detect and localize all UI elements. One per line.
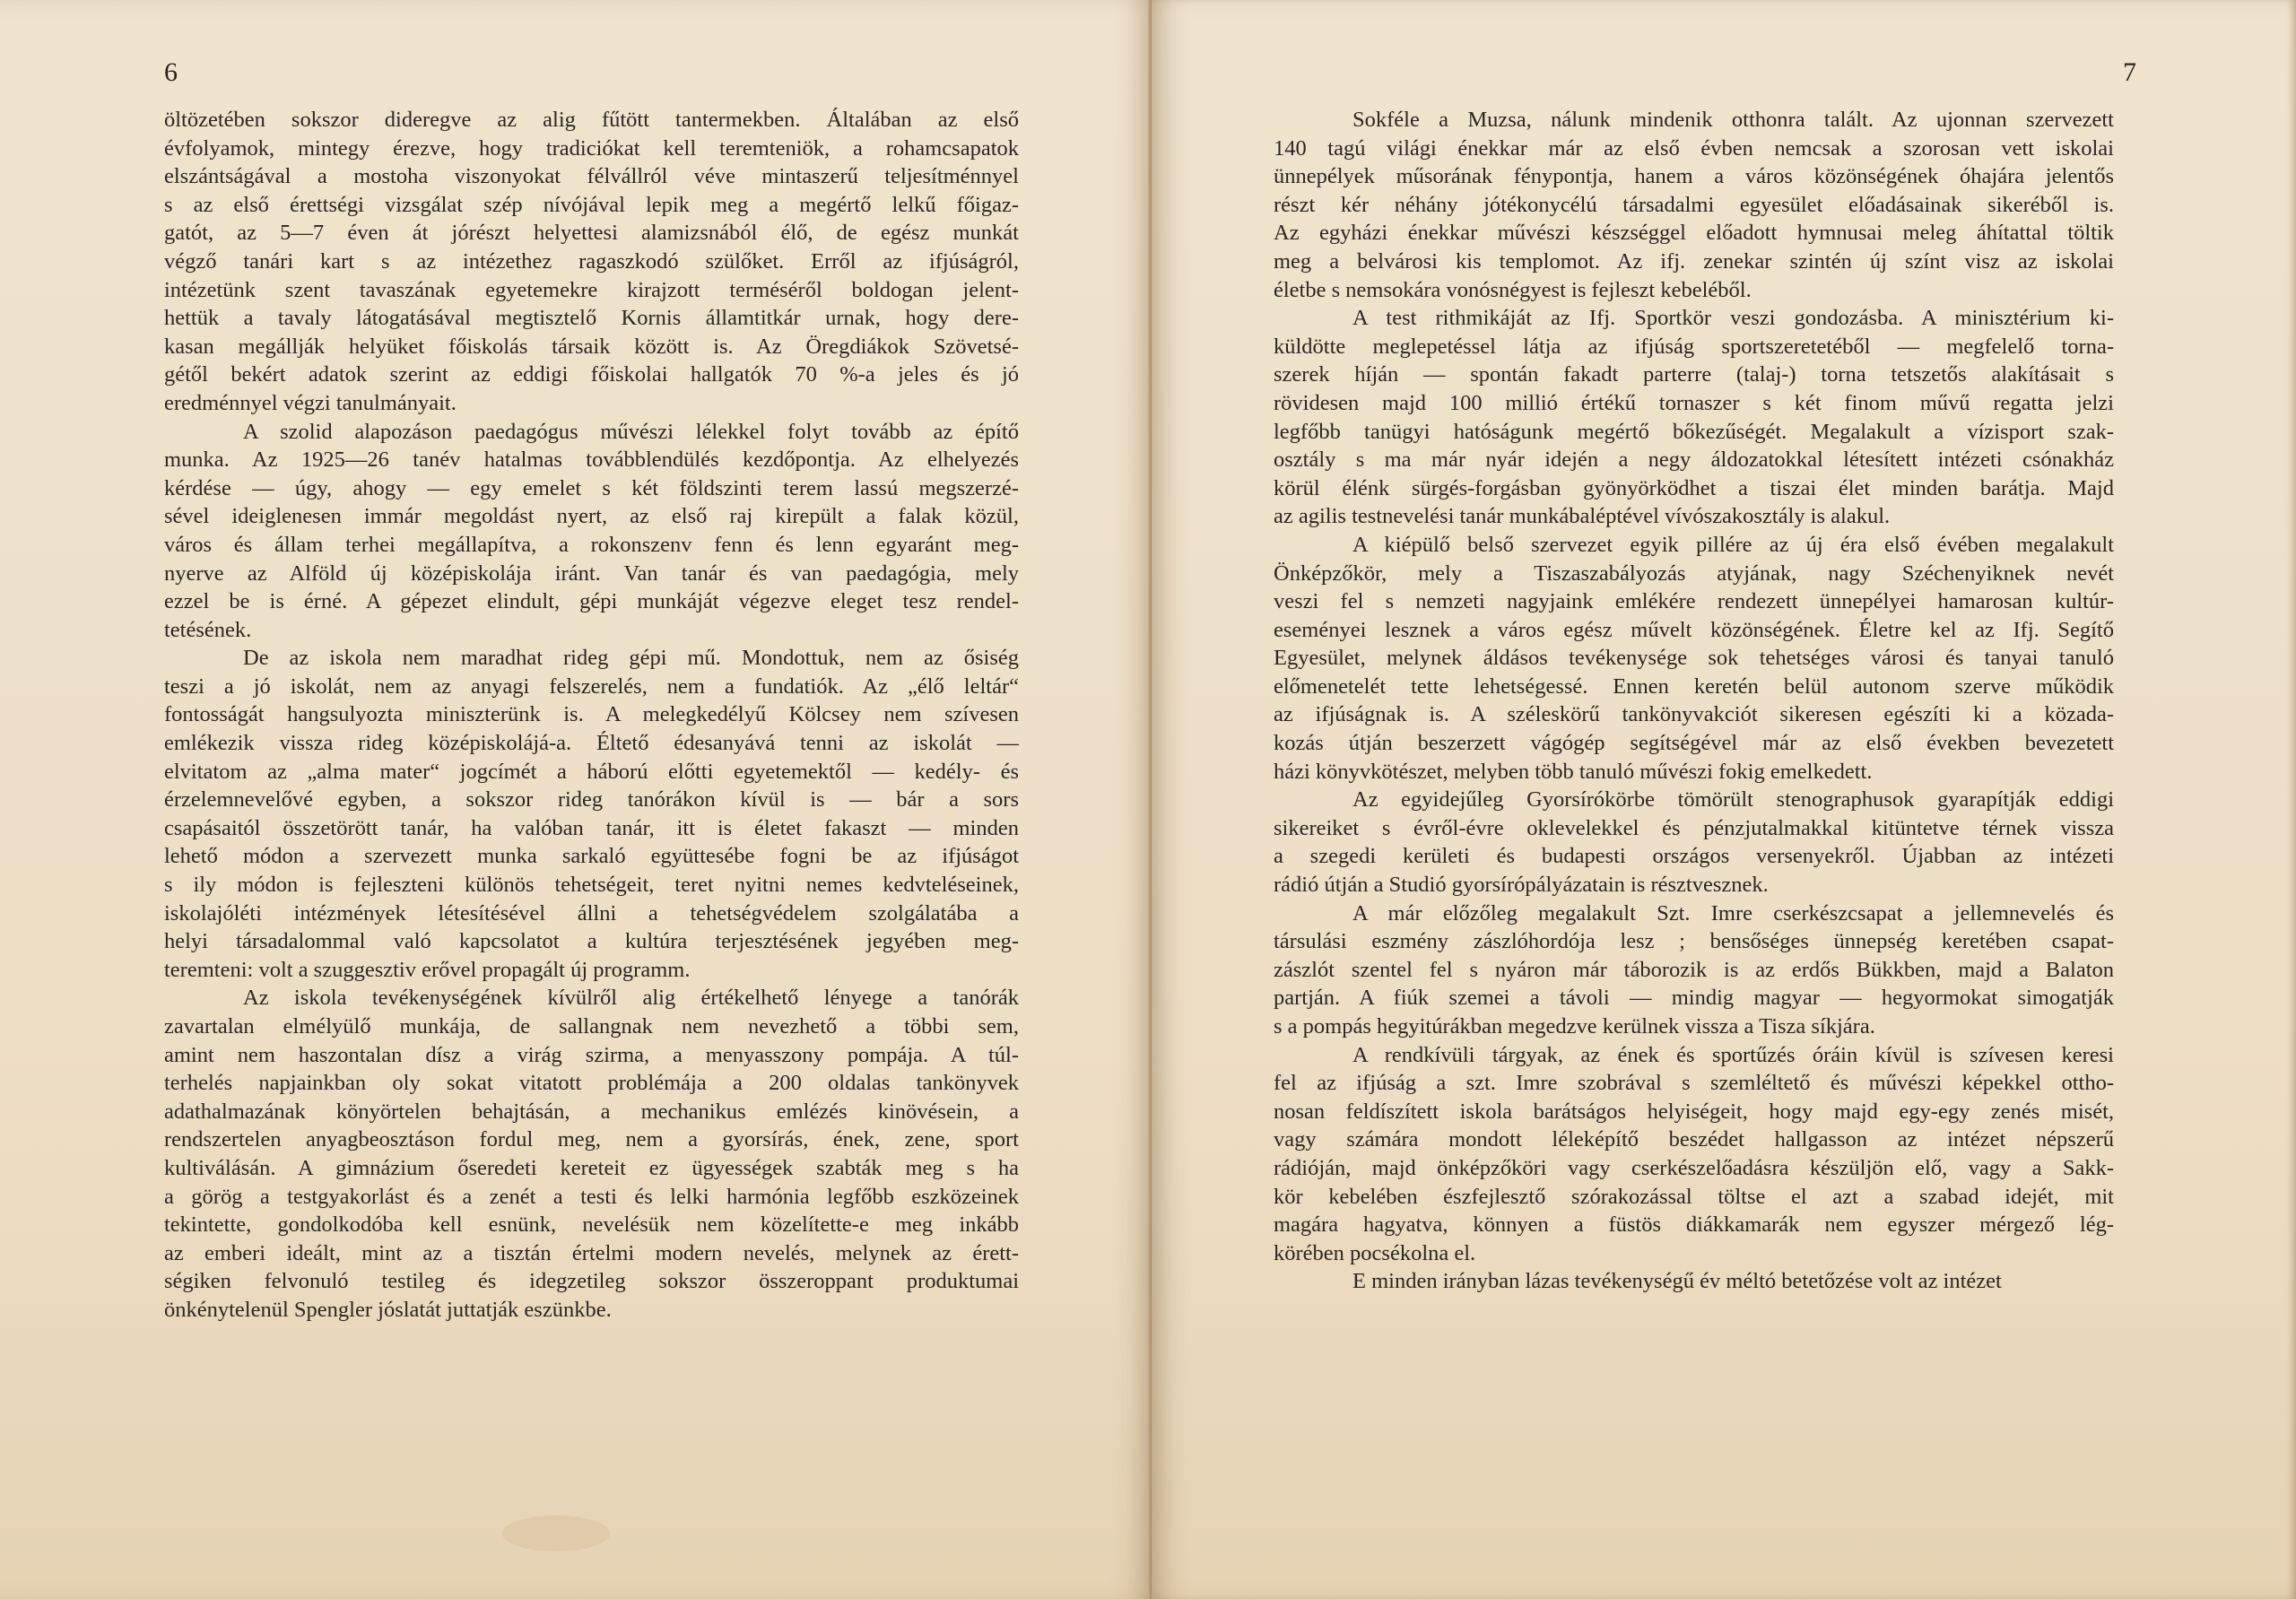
text-line: De az iskola nem maradhat rideg gépi mű. Mondottuk, nem az ősiség [243, 646, 1019, 671]
text-line: kozás útján beszerzett vágógép segítségével már az első években bevezetett [1274, 731, 2114, 756]
text-line: lehető módon a szervezett munka sarkaló együttesébe fogni be az ifjúságot [164, 844, 1019, 869]
text-line: ezzel be is érné. A gépezet elindult, gépi munkáját végezve eleget tesz rendel- [164, 589, 1019, 614]
text-line: körül élénk sürgés-forgásban gyönyörködhet a tiszai élet minden barátja. Majd [1274, 475, 2114, 500]
text-line: A már előzőleg megalakult Szt. Imre cserkészcsapat a jellemnevelés és [1352, 900, 2114, 926]
text-line: helyi társadalommal való kapcsolatot a kultúra terjesztésének jegyében meg- [164, 929, 1019, 954]
text-line: fontosságát hangsulyozta miniszterünk is. A melegkedélyű Kölcsey nem szívesen [164, 702, 1019, 727]
text-line: A szolid alapozáson paedagógus művészi lélekkel folyt tovább az építő [243, 419, 1019, 444]
text-line: partján. A fiúk szemei a távoli — mindig magyar — hegyormokat simogatják [1274, 986, 2114, 1011]
text-line: küldötte meglepetéssel látja az ifjúság sportszeretetéből — megfelelő torna- [1274, 334, 2114, 359]
text-line: zavartalan elmélyülő munkája, de sallangnak nem nevezhető a többi sem, [164, 1014, 1019, 1038]
text-line: rádió útján a Studió gyorsírópályázatain is résztvesznek. [1274, 873, 1769, 898]
text-line: emlékezik vissza rideg középiskolájá-a. Éltető édesanyává tenni az iskolát — [164, 731, 1019, 756]
text-line: csapásaitól összetörött tanár, ha valóban tanár, itt is életet fakaszt — minden [164, 815, 1019, 840]
text-line: veszi fel s nemzeti nagyjaink emlékére rendezett ünnepélyei hamarosan kultúr- [1274, 589, 2114, 614]
text-line: önkénytelenül Spengler jóslatát juttatják eszünkbe. [164, 1297, 612, 1322]
text-line: gatót, az 5—7 éven át jórészt helyettesi alamizsnából élő, de egész munkát [164, 221, 1019, 246]
text-line: évfolyamok, mintegy érezve, hogy tradiciókat kell teremteniök, a rohamcsapatok [164, 135, 1019, 161]
text-line: eseményei lesznek a város egész művelt közönségének. Életre kel az Ifj. Segítő [1274, 617, 2114, 642]
text-line: eredménnyel végzi tanulmányait. [164, 390, 457, 415]
text-line: Egyesület, melynek áldásos tevékenysége sok tehetséges városi és tanyai tanuló [1274, 646, 2114, 671]
text-line: Önképzőkör, mely a Tiszaszabályozás atyjának, nagy Széchenyiknek nevét [1274, 561, 2114, 586]
text-line: kérdése — úgy, ahogy — egy emelet s két földszinti terem lassú megszerzé- [164, 475, 1019, 500]
text-line: vagy számára mondott léleképítő beszédet hallgasson az intézet népszerű [1274, 1127, 2114, 1152]
text-line: A rendkívüli tárgyak, az ének és sportűzés óráin kívül is szívesen keresi [1352, 1042, 2114, 1067]
text-line: terhelés napjainkban oly sokat vitatott problémája a 200 oldalas tankönyvek [164, 1071, 1019, 1096]
text-line: Az egyházi énekkar művészi készséggel előadott hymnusai meleg áhítattal töltik [1274, 221, 2114, 246]
text-line: társulási eszmény zászlóhordója lesz ; bensőséges ünnepség keretében csapat- [1274, 929, 2114, 954]
text-line: részt kér néhány jótékonycélú társadalmi egyesület előadásainak sikeréből is. [1274, 192, 2114, 217]
text-line: s a pompás hegyitúrákban megedzve kerülnek vissza a Tisza síkjára. [1274, 1014, 1875, 1038]
text-line: az ifjúságnak is. A széleskörű tankönyvakciót sikeresen egészíti ki a közada- [1274, 702, 2114, 727]
text-line: E minden irányban lázas tevékenységű év méltó betetőzése volt az intézet [1352, 1269, 2002, 1294]
text-line: kör kebelében észfejlesztő szórakozással töltse el azt a szabad idejét, mit [1274, 1184, 2114, 1209]
text-line: zászlót szentel fel s nyáron már táborozik is az erdős Bükkben, majd a Balaton [1274, 957, 2114, 982]
text-line: nosan feldíszített iskola barátságos helyiségeit, hogy majd egy-egy zenés misét, [1274, 1099, 2114, 1124]
text-line: kasan megállják helyüket főiskolás társaik között is. Az Öregdiákok Szövetsé- [164, 334, 1019, 359]
text-line: szerek híján — spontán fakadt parterre (talaj-) torna tetszetős alakításait s [1274, 362, 2114, 387]
page-number: 7 [2123, 57, 2136, 87]
text-line: legfőbb tanügyi hatóságunk megértő bőkezűségét. Megalakult a vízisport szak- [1274, 419, 2114, 444]
text-line: tetésének. [164, 617, 252, 642]
text-line: elvitatom az „alma mater“ jogcímét a háború előtti egyetemektől — kedély- és [164, 759, 1019, 784]
text-line: ünnepélyek műsorának fénypontja, hanem a város közönségének óhajára jelentős [1274, 164, 2114, 189]
page-number: 6 [164, 57, 178, 87]
text-line: előmenetelét tette lehetségessé. Ennen keretén belül autonom szerve működik [1274, 673, 2114, 699]
text-line: sével ideiglenesen immár megoldást nyert, az első raj kirepült a falak közül, [164, 504, 1019, 529]
text-line: Az egyidejűleg Gyorsírókörbe tömörült stenographusok gyarapítják eddigi [1352, 787, 2114, 813]
text-line: iskolajóléti intézmények létesítésével állni a tehetségvédelem szolgálatába a [164, 900, 1019, 926]
text-line: a görög a testgyakorlást és a zenét a testi és lelki harmónia legfőbb eszközeinek [164, 1184, 1019, 1209]
text-line: öltözetében sokszor dideregve az alig fűtött tantermekben. Általában az első [164, 108, 1019, 132]
text-line: kultiválásán. A gimnázium őseredeti kereteit ez ügyességek szabták meg s ha [164, 1155, 1019, 1180]
text-line: fel az ifjúság a szt. Imre szobrával s szemléltető és művészi képekkel ottho- [1274, 1071, 2114, 1096]
text-line: adathalmazának könyörtelen behajtásán, a mechanikus emlézés kinövésein, a [164, 1099, 1019, 1124]
text-line: meg a belvárosi kis templomot. Az ifj. zenekar szintén új színt visz az iskolai [1274, 248, 2114, 274]
page-body-text [164, 106, 1019, 1325]
text-line: teszi a jó iskolát, nem az anyagi felszerelés, nem a fundatiók. Az „élő leltár“ [164, 673, 1019, 699]
text-line: s az első érettségi vizsgálat szép nívójával lepik meg a megértő lelkű főigaz- [164, 192, 1019, 217]
text-line: az agilis testnevelési tanár munkábaléptével vívószakosztály is alakul. [1274, 504, 1891, 529]
text-line: Az iskola tevékenységének kívülről alig értékelhető lényege a tanórák [243, 986, 1019, 1011]
text-line: végző tanári kart s az intézethez ragaszkodó szülőket. Erről az ifjúságról, [164, 248, 1019, 274]
text-line: érzelemnevelővé egyben, a sokszor rideg tanórákon kívül is — bár a sors [164, 787, 1019, 813]
text-line: ségiken felvonuló testileg és idegzetileg sokszor összeroppant produktumai [164, 1269, 1019, 1294]
text-line: intézetünk szent tavaszának egyetemekre kirajzott terméséről boldogan jelent- [164, 277, 1019, 302]
text-line: elszántságával a mostoha viszonyokat félvállról véve mintaszerű teljesítménnyel [164, 164, 1019, 189]
text-line: életbe s nemsokára vonósnégyest is fejleszt kebeléből. [1274, 277, 1752, 302]
text-line: város és állam terhei megállapítva, a rokonszenv fenn és lenn egyaránt meg- [164, 532, 1019, 557]
paper-stain [502, 1516, 610, 1551]
right-page [1152, 0, 2296, 1599]
text-line: A test rithmikáját az Ifj. Sportkör veszi gondozásba. A minisztérium ki- [1352, 306, 2114, 331]
text-line: osztály s ma már nyár idején a negy áldozatokkal létesített intézeti csónakház [1274, 448, 2114, 473]
text-line: tekintette, gondolkodóba kell esnünk, nevelésük nem közelítette-e meg inkább [164, 1212, 1019, 1238]
text-line: teremteni: volt a szuggesztiv erővel propagált új programm. [164, 957, 691, 982]
text-line: házi könyvkötészet, melyben több tanuló művészi fokig emelkedett. [1274, 759, 1873, 784]
text-line: rádióján, majd önképzőköri vagy cserkészelőadásra készüljön elő, vagy a Sakk- [1274, 1155, 2114, 1180]
text-line: magára hagyatva, könnyen a füstös diákkamarák nem egyszer mérgező lég- [1274, 1212, 2114, 1238]
text-line: s ily módon is fejleszteni különös tehetségeit, teret nyitni nemes kedvteléseinek, [164, 873, 1019, 898]
text-line: amint nem haszontalan dísz a virág szirma, a menyasszony pompája. A túl- [164, 1042, 1019, 1067]
text-line: munka. Az 1925—26 tanév hatalmas továbblendülés kezdőpontja. Az elhelyezés [164, 448, 1019, 473]
text-line: gétől bekért adatok szerint az eddigi főiskolai hallgatók 70 %-a jeles és jó [164, 362, 1019, 387]
text-line: nyerve az Alföld új középiskolája iránt. Van tanár és van paedagógia, mely [164, 561, 1019, 586]
text-line: körében pocsékolna el. [1274, 1240, 1476, 1265]
page-body-text [1274, 106, 2114, 1296]
text-line: Sokféle a Muzsa, nálunk mindenik otthonra talált. Az ujonnan szervezett [1352, 108, 2114, 132]
text-line: A kiépülő belső szervezet egyik pillére az új éra első évében megalakult [1352, 532, 2114, 557]
text-line: 140 tagú világi énekkar már az első évben nemcsak a szorosan vett iskolai [1274, 135, 2114, 161]
text-line: rövidesen majd 100 millió értékű tornaszer s két finom művű regatta jelzi [1274, 390, 2114, 415]
text-line: az emberi ideált, mint az a tisztán értelmi modern nevelés, melynek az érett- [164, 1240, 1019, 1265]
text-line: a szegedi kerületi és budapesti országos versenyekről. Újabban az intézeti [1274, 844, 2114, 869]
text-line: rendszertelen anyagbeosztáson fordul meg, nem a gyorsírás, ének, zene, sport [164, 1127, 1019, 1152]
text-line: sikereiket s évről-évre oklevelekkel és pénzjutalmakkal kitüntetve térnek vissza [1274, 815, 2114, 840]
text-line: hettük a tavaly látogatásával megtisztelő Kornis államtitkár urnak, hogy dere- [164, 306, 1019, 331]
